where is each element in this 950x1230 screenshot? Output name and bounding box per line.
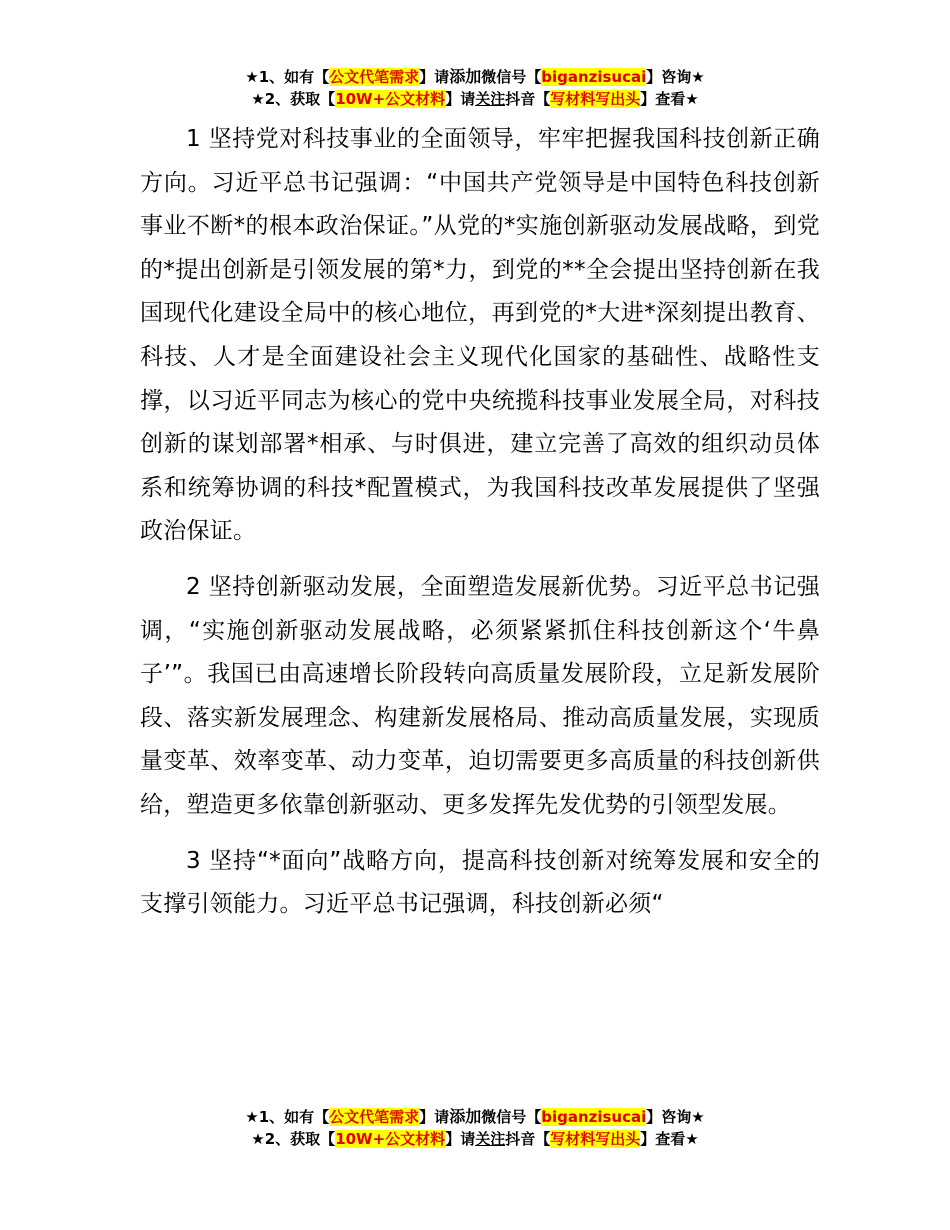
promo-highlight-wechat-id: biganzisucai <box>541 68 647 86</box>
promo-highlight-materials: 10W+公文材料 <box>335 1130 446 1148</box>
promo-prefix: 1、如有【 <box>258 68 330 86</box>
promo-highlight-wechat-id: biganzisucai <box>541 1108 647 1126</box>
header-banner <box>0 66 950 110</box>
promo-suffix: 】咨询★ <box>646 1108 705 1126</box>
promo-middle-2: 微信号【 <box>481 1108 542 1126</box>
promo-middle-2: 微信号【 <box>481 68 542 86</box>
promo-emphasis-add: 添加 <box>449 1107 482 1126</box>
promo-middle-2: 抖音【 <box>505 1130 551 1148</box>
promo-emphasis-follow: 关注 <box>475 1130 506 1148</box>
star-icon: ★ <box>245 1108 259 1126</box>
promo-middle: 】请 <box>419 1108 450 1126</box>
promo-middle: 】请 <box>419 68 450 86</box>
promo-middle: 】请 <box>445 90 476 108</box>
promo-suffix: 】咨询★ <box>646 68 705 86</box>
promo-suffix: 】查看★ <box>640 1130 699 1148</box>
footer-promo-line-2 <box>0 1128 950 1150</box>
promo-prefix: 2、获取【 <box>264 1130 336 1148</box>
promo-highlight-ghostwriting: 公文代笔需求 <box>329 68 420 86</box>
promo-middle-2: 抖音【 <box>505 90 551 108</box>
document-body <box>140 118 820 939</box>
paragraph-2: 2 坚持创新驱动发展，全面塑造发展新优势。习近平总书记强调，“实施创新驱动发展战略，必须紧紧抓住科技创新这个‘牛鼻子’”。我国已由高速增长阶段转向高质量发展阶段，立足新发展阶段、落实新发展理念、构建新发展格局、推动高质量发展，实现质量变革、效率变革、动力变革，迫切需要更多高质量的科技创新供给，塑造更多依靠创新驱动、更多发挥先发优势的引领型发展。 <box>140 573 820 818</box>
promo-prefix: 1、如有【 <box>258 1108 330 1126</box>
promo-emphasis-add: 添加 <box>449 67 482 86</box>
footer-promo-line-1 <box>0 1106 950 1128</box>
paragraph-1: 1 坚持党对科技事业的全面领导，牢牢把握我国科技创新正确方向。习近平总书记强调：“中国共产党领导是中国特色科技创新事业不断*的根本政治保证。”从党的*实施创新驱动发展战略，到党的*提出创新是引领发展的第*力，到党的**全会提出坚持创新在我国现代化建设全局中的核心地位，再到党的*大进*深刻提出教育、科技、人才是全面建设社会主义现代化国家的基础性、战略性支撑，以习近平同志为核心的党中央统揽科技事业发展全局，对科技创新的谋划部署*相承、与时俱进，建立完善了高效的组织动员体系和统筹协调的科技*配置模式，为我国科技改革发展提供了坚强政治保证。 <box>140 126 820 545</box>
star-icon: ★ <box>245 68 259 86</box>
promo-highlight-materials: 10W+公文材料 <box>335 90 446 108</box>
promo-highlight-douyin-id: 写材料写出头 <box>550 1130 641 1148</box>
footer-banner <box>0 1106 950 1150</box>
promo-emphasis-follow: 关注 <box>475 90 506 108</box>
header-promo-line-1 <box>0 66 950 88</box>
star-icon: ★ <box>251 90 265 108</box>
promo-highlight-ghostwriting: 公文代笔需求 <box>329 1108 420 1126</box>
promo-suffix: 】查看★ <box>640 90 699 108</box>
header-promo-line-2 <box>0 88 950 110</box>
promo-highlight-douyin-id: 写材料写出头 <box>550 90 641 108</box>
promo-prefix: 2、获取【 <box>264 90 336 108</box>
promo-middle: 】请 <box>445 1130 476 1148</box>
paragraph-3: 3 坚持“*面向”战略方向，提高科技创新对统筹发展和安全的支撑引领能力。习近平总书记强调，科技创新必须“ <box>140 847 820 918</box>
star-icon: ★ <box>251 1130 265 1148</box>
